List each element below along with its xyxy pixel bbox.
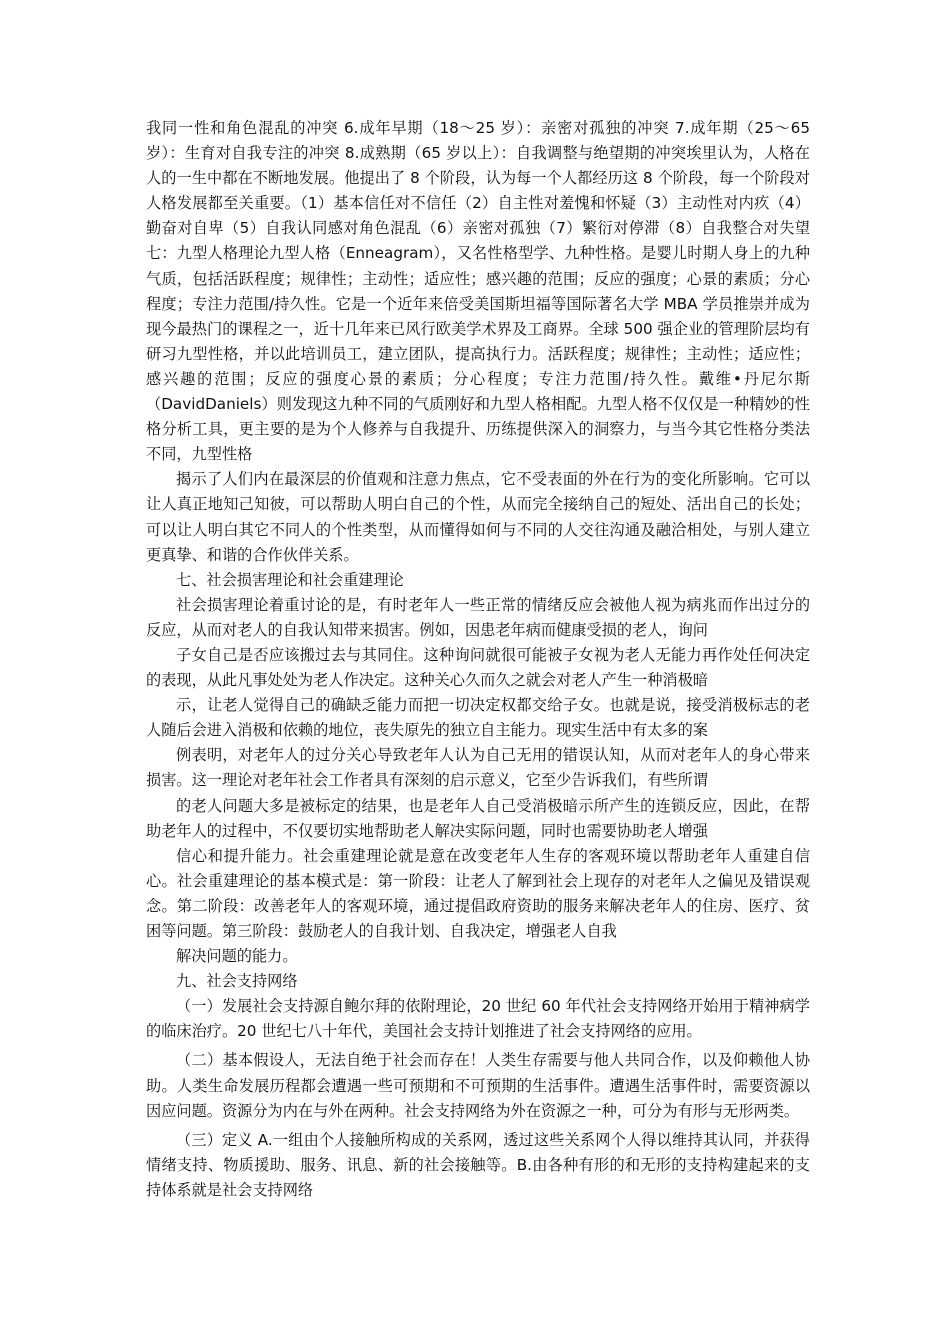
paragraph-social-breakdown-1: 社会损害理论着重讨论的是，有时老年人一些正常的情绪反应会被他人视为病兆而作出过分的反应，从而对老人的自我认知带来损害。例如，因患老年病而健康受损的老人，询问 (146, 595, 810, 639)
document-body (146, 116, 810, 1203)
paragraph-support-origin: （一）发展社会支持源自鲍尔拜的依附理论，20 世纪 60 年代社会支持网络开始用于精神病学的临床治疗。20 世纪七八十年代，美国社会支持计划推进了社会支持网络的应用。 (146, 997, 810, 1041)
paragraph-support-definition: （三）定义 A.一组由个人接触所构成的关系网，透过这些关系网个人得以维持其认同，并获得情绪支持、物质援助、服务、讯息、新的社会接触等。B.由各种有形的和无形的支持构建起来的支持体系就是社会支持网络 (146, 1130, 810, 1199)
paragraph-social-breakdown-5: 的老人问题大多是被标定的结果，也是老年人自己受消极暗示所产生的连锁反应，因此，在帮助老年人的过程中，不仅要切实地帮助老人解决实际问题，同时也需要协助老人增强 (146, 796, 810, 840)
paragraph-social-reconstruction: 信心和提升能力。社会重建理论就是意在改变老年人生存的客观环境以帮助老年人重建自信心。社会重建理论的基本模式是：第一阶段：让老人了解到社会上现存的对老年人之偏见及错误观念。第二阶段：改善老年人的客观环境，通过提倡政府资助的服务来解决老年人的住房、医疗、贫困等问题。第三阶段：鼓励老人的自我计划、自我决定，增强老人自我 (146, 846, 810, 940)
paragraph-social-breakdown-4: 例表明，对老年人的过分关心导致老年人认为自己无用的错误认知，从而对老年人的身心带来损害。这一理论对老年社会工作者具有深刻的启示意义，它至少告诉我们，有些所谓 (146, 746, 810, 790)
paragraph-social-breakdown-3: 示，让老人觉得自己的确缺乏能力而把一切决定权都交给子女。也就是说，接受消极标志的老人随后会进入消极和依赖的地位，丧失原先的独立自主能力。现实生活中有太多的案 (146, 696, 810, 740)
paragraph-social-reconstruction-end: 解决问题的能力。 (176, 947, 298, 966)
paragraph-enneagram-continued: 揭示了人们内在最深层的价值观和注意力焦点，它不受表面的外在行为的变化所影响。它可以让人真正地知己知彼，可以帮助人明白自己的个性，从而完全接纳自己的短处、活出自己的长处；可以让人明白其它不同人的个性类型，从而懂得如何与不同的人交往沟通及融洽相处，与别人建立更真挚、和谐的合作伙伴关系。 (146, 470, 810, 564)
section-heading-social-breakdown: 七、社会损害理论和社会重建理论 (176, 570, 404, 589)
paragraph-social-breakdown-2: 子女自己是否应该搬过去与其同住。这种询问就很可能被子女视为老人无能力再作处任何决定的表现，从此凡事处处为老人作决定。这种关心久而久之就会对老人产生一种消极暗 (146, 645, 810, 690)
paragraph-erikson-enneagram: 我同一性和角色混乱的冲突 6.成年早期（18～25 岁）：亲密对孤独的冲突 7.成年期（25～65 岁）：生育对自我专注的冲突 8.成熟期（65 岁以上）：自我调整与绝望期的冲突埃里认为，人格在人的一生中都在不断地发展。他提出了 8 个阶段，认为每一个人都经历这 8 个阶段，每一个阶段对人格发展都至关重要。（1）基本信任对不信任（2）自主性对羞愧和怀疑（3）主动性对内疚（4）勤奋对自卑（5）自我认同感对角色混乱（6）亲密对孤独（7）繁衍对停滞（8）自我整合对失望七：九型人格理论九型人格（Enneagram），又名性格型学、九种性格。是婴儿时期人身上的九种气质，包括活跃程度；规律性；主动性；适应性；感兴趣的范围；反应的强度；心景的素质；分心程度；专注力范围/持久性。它是一个近年来倍受美国斯坦福等国际著名大学 MBA 学员推崇并成为现今最热门的课程之一，近十几年来已风行欧美学术界及工商界。全球 500 强企业的管理阶层均有研习九型性格，并以此培训员工，建立团队，提高执行力。活跃程度；规律性；主动性；适应性；感兴趣的范围；反应的强度心景的素质；分心程度；专注力范围/持久性。戴维•丹尼尔斯（DavidDaniels）则发现这九种不同的气质刚好和九型人格相配。九型人格不仅仅是一种精妙的性格分析工具，更主要的是为个人修养与自我提升、历练提供深入的洞察力，与当今其它性格分类法不同，九型性格 (146, 119, 810, 464)
paragraph-support-assumption: （二）基本假设人，无法自绝于社会而存在！人类生存需要与他人共同合作，以及仰赖他人协助。人类生命发展历程都会遭遇一些可预期和不可预期的生活事件。遭遇生活事件时，需要资源以因应问题。资源分为内在与外在两种。社会支持网络为外在资源之一种，可分为有形与无形两类。 (146, 1051, 810, 1120)
section-heading-social-support: 九、社会支持网络 (176, 972, 298, 991)
